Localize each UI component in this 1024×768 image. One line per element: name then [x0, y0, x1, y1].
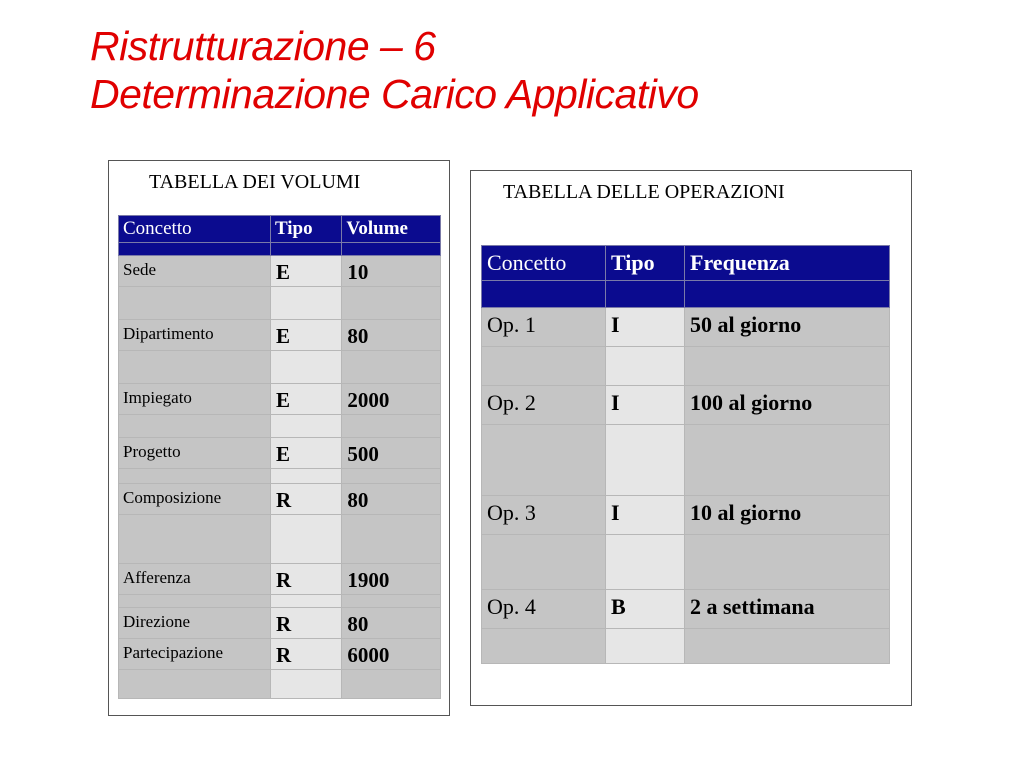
- cell-tipo: E: [275, 324, 290, 348]
- table-row-spacer: [482, 347, 890, 386]
- cell-tipo: I: [611, 500, 620, 525]
- volumes-table-panel: [108, 160, 450, 716]
- cell-volume: 80: [347, 488, 369, 512]
- table-row-spacer: [482, 425, 890, 496]
- table-row-spacer: [119, 469, 441, 484]
- table-header-row: [482, 246, 890, 281]
- table-row-spacer: [119, 351, 441, 384]
- cell-tipo: R: [275, 612, 292, 636]
- table-row-spacer: [119, 595, 441, 608]
- header-concetto: Concetto: [487, 250, 567, 275]
- cell-frequenza: 10 al giorno: [690, 500, 802, 525]
- table-row: [119, 639, 441, 670]
- table-row: [119, 320, 441, 351]
- cell-volume: 10: [347, 260, 369, 284]
- cell-volume: 6000: [347, 643, 390, 667]
- operations-table: [481, 245, 890, 664]
- cell-frequenza: 50 al giorno: [690, 312, 802, 337]
- operations-table-panel: [470, 170, 912, 706]
- cell-tipo: R: [275, 643, 292, 667]
- cell-concetto: Dipartimento: [123, 324, 214, 343]
- table-header-spacer: [482, 281, 890, 308]
- table-row: [119, 438, 441, 469]
- table-row-spacer: [119, 287, 441, 320]
- cell-volume: 500: [347, 442, 379, 466]
- table-row: [119, 564, 441, 595]
- cell-concetto: Op. 2: [487, 390, 536, 415]
- cell-volume: 80: [347, 324, 369, 348]
- cell-concetto: Op. 4: [487, 594, 536, 619]
- table-row: [119, 608, 441, 639]
- table-row-spacer: [482, 629, 890, 664]
- table-row: [119, 484, 441, 515]
- cell-tipo: E: [275, 442, 290, 466]
- header-frequenza: Frequenza: [690, 250, 790, 275]
- table-header-row: [119, 216, 441, 243]
- table-row: [119, 256, 441, 287]
- table-row: [482, 496, 890, 535]
- cell-volume: 1900: [347, 568, 390, 592]
- header-concetto: Concetto: [123, 218, 192, 239]
- cell-concetto: Progetto: [123, 442, 181, 461]
- volumes-table-caption: TABELLA DEI VOLUMI: [149, 171, 361, 193]
- cell-tipo: B: [611, 594, 626, 619]
- table-row-spacer: [119, 515, 441, 564]
- cell-volume: 80: [347, 612, 369, 636]
- table-row-spacer: [482, 535, 890, 590]
- table-row: [119, 384, 441, 415]
- cell-tipo: R: [275, 488, 292, 512]
- cell-volume: 2000: [347, 388, 390, 412]
- table-row-spacer: [119, 415, 441, 438]
- cell-tipo: I: [611, 312, 620, 337]
- slide-title: [90, 22, 699, 118]
- cell-tipo: R: [275, 568, 292, 592]
- cell-frequenza: 100 al giorno: [690, 390, 813, 415]
- cell-concetto: Direzione: [123, 612, 191, 631]
- cell-tipo: I: [611, 390, 620, 415]
- header-volume: Volume: [346, 218, 408, 239]
- cell-tipo: E: [275, 260, 290, 284]
- table-row: [482, 386, 890, 425]
- cell-tipo: E: [275, 388, 290, 412]
- header-tipo: Tipo: [611, 250, 655, 275]
- table-header-spacer: [119, 243, 441, 256]
- header-tipo: Tipo: [274, 218, 313, 239]
- cell-concetto: Afferenza: [123, 568, 191, 587]
- cell-concetto: Op. 1: [487, 312, 536, 337]
- table-row-spacer: [119, 670, 441, 699]
- cell-concetto: Impiegato: [123, 388, 192, 407]
- operations-table-caption: TABELLA DELLE OPERAZIONI: [503, 181, 785, 203]
- table-row: [482, 308, 890, 347]
- volumes-table: [118, 215, 441, 699]
- cell-frequenza: 2 a settimana: [690, 594, 815, 619]
- cell-concetto: Composizione: [123, 488, 222, 507]
- slide-title-line-1: Ristrutturazione – 6: [90, 23, 436, 69]
- table-row: [482, 590, 890, 629]
- cell-concetto: Op. 3: [487, 500, 536, 525]
- cell-concetto: Partecipazione: [123, 643, 224, 662]
- slide-title-line-2: Determinazione Carico Applicativo: [90, 71, 699, 117]
- cell-concetto: Sede: [123, 260, 157, 279]
